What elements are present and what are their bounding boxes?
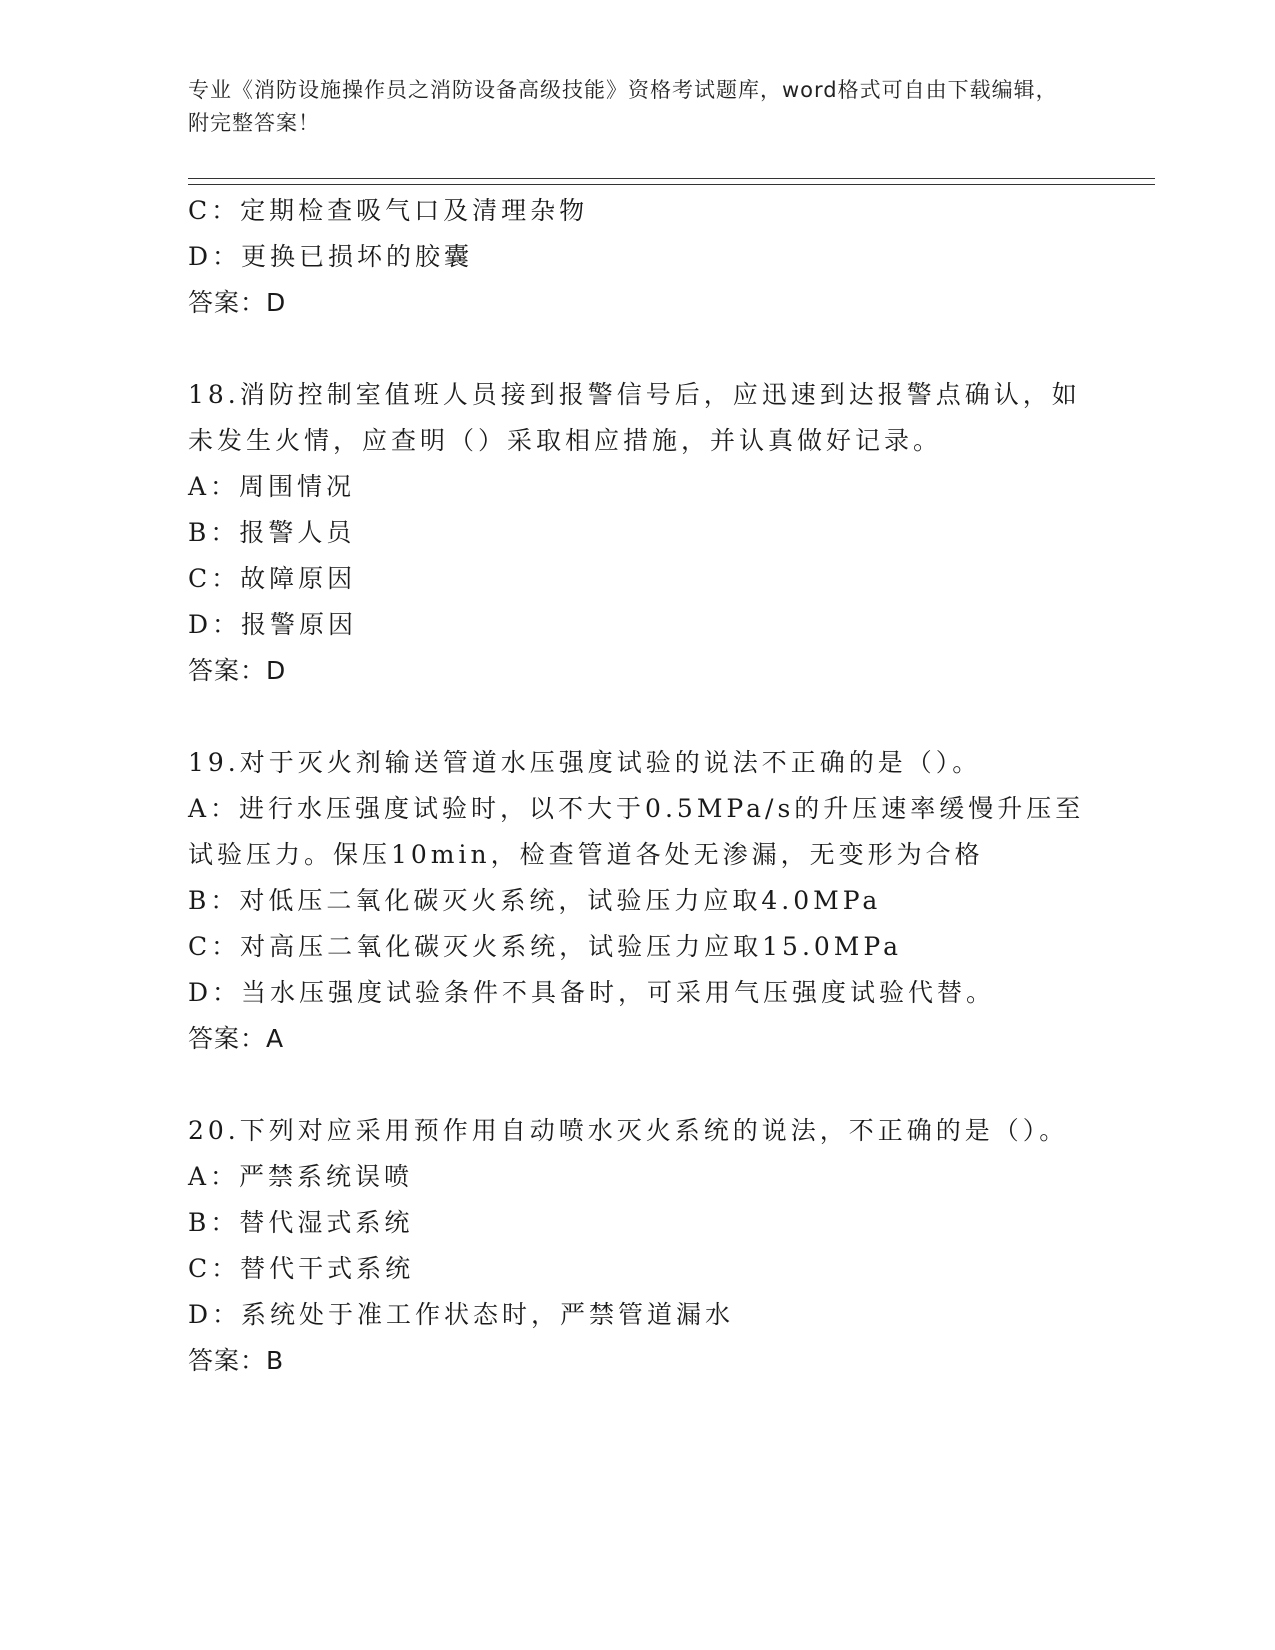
header-divider-thick — [188, 184, 1155, 185]
question-stem-continued: 未发生火情，应查明（）采取相应措施，并认真做好记录。 — [188, 426, 943, 455]
prev-question-tail — [188, 188, 1088, 326]
answer-line: 答案：B — [188, 1346, 285, 1375]
option-c: C：故障原因 — [188, 564, 357, 593]
option-d: D：报警原因 — [188, 610, 358, 639]
answer-line: 答案：D — [188, 288, 287, 317]
option-b: B：报警人员 — [188, 518, 356, 547]
option-a: A：严禁系统误喷 — [188, 1162, 414, 1191]
option-a: A：周围情况 — [188, 472, 356, 501]
question-stem: 20.下列对应采用预作用自动喷水灭火系统的说法，不正确的是（）。 — [188, 1116, 1069, 1145]
question-list — [188, 188, 1088, 1384]
answer-line: 答案：D — [188, 656, 287, 685]
option-b: B：替代湿式系统 — [188, 1208, 414, 1237]
option-d: D：更换已损坏的胶囊 — [188, 242, 474, 271]
option-c: C：定期检查吸气口及清理杂物 — [188, 196, 589, 225]
question-20 — [188, 1108, 1088, 1384]
option-d: D：当水压强度试验条件不具备时，可采用气压强度试验代替。 — [188, 978, 996, 1007]
question-stem: 19.对于灭火剂输送管道水压强度试验的说法不正确的是（）。 — [188, 748, 982, 777]
option-b: B：对低压二氧化碳灭火系统，试验压力应取4.0MPa — [188, 886, 882, 915]
question-stem: 18.消防控制室值班人员接到报警信号后，应迅速到达报警点确认，如 — [188, 380, 1081, 409]
option-a: A：进行水压强度试验时，以不大于0.5MPa/s的升压速率缓慢升压至 — [188, 794, 1085, 823]
option-a-continued: 试验压力。保压10min，检查管道各处无渗漏，无变形为合格 — [188, 840, 984, 869]
question-19 — [188, 740, 1088, 1062]
option-d: D：系统处于准工作状态时，严禁管道漏水 — [188, 1300, 735, 1329]
document-header: 专业《消防设施操作员之消防设备高级技能》资格考试题库，word格式可自由下载编辑，附完整答案！ — [188, 78, 1058, 135]
question-18 — [188, 372, 1088, 694]
option-c: C：替代干式系统 — [188, 1254, 415, 1283]
header-divider-thin — [188, 178, 1155, 179]
answer-line: 答案：A — [188, 1024, 285, 1053]
option-c: C：对高压二氧化碳灭火系统，试验压力应取15.0MPa — [188, 932, 902, 961]
